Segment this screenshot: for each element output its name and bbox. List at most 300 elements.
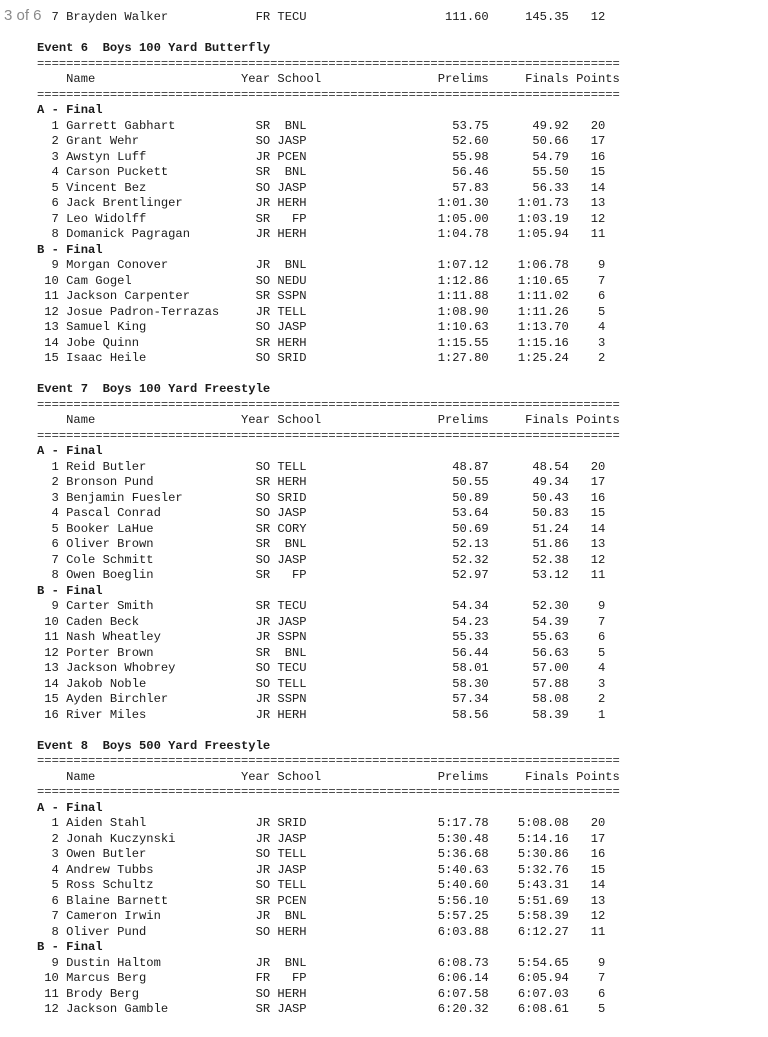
result-row	[37, 212, 620, 228]
place: 7	[51, 211, 59, 226]
finals-time: 6:08.61	[517, 1002, 569, 1016]
swimmer-name: Cole Schmitt	[66, 552, 154, 567]
prelims-time: 53.64	[452, 506, 489, 520]
school: JASP	[277, 506, 307, 520]
place: 3	[51, 490, 59, 505]
place: 2	[51, 475, 59, 489]
prelims-time: 58.01	[452, 661, 489, 675]
place: 10	[44, 273, 59, 288]
place: 13	[44, 661, 59, 675]
prelims-time: 1:15.55	[437, 335, 489, 350]
place: 6	[51, 893, 59, 908]
points: 1	[597, 707, 606, 722]
finals-time: 6:05.94	[517, 971, 569, 985]
year: JR	[255, 630, 271, 644]
prelims-time: 6:03.88	[437, 924, 489, 939]
place: 9	[51, 258, 59, 272]
school: BNL	[284, 537, 307, 551]
swimmer-name: Morgan Conover	[66, 258, 169, 272]
year: SO	[255, 351, 271, 365]
place: 5	[51, 521, 59, 536]
divider-rule: ================================================================================	[37, 754, 620, 768]
school: NEDU	[277, 273, 307, 288]
points: 14	[590, 878, 606, 892]
points: 6	[597, 289, 606, 303]
prelims-time: 50.55	[452, 475, 489, 489]
result-row	[37, 677, 620, 693]
points: 12	[590, 552, 606, 567]
finals-time: 1:13.70	[517, 320, 569, 334]
school: TELL	[277, 676, 307, 691]
prelims-time: 54.23	[452, 614, 489, 629]
school: SRID	[277, 816, 307, 830]
header-year-school: Year School	[240, 413, 322, 427]
year: JR	[255, 149, 271, 164]
prelims-time: 1:05.00	[437, 211, 489, 226]
year: SO	[255, 878, 271, 892]
year: FR	[255, 10, 271, 24]
finals-time: 55.50	[532, 165, 569, 179]
result-row	[37, 987, 620, 1003]
swimmer-name: Oliver Pund	[66, 924, 147, 939]
place: 2	[51, 134, 59, 148]
school: BNL	[284, 118, 307, 133]
finals-time: 48.54	[532, 459, 569, 474]
school: JASP	[277, 320, 307, 334]
year: JR	[255, 955, 271, 970]
finals-time: 57.88	[532, 676, 569, 691]
school: TECU	[277, 10, 307, 24]
points: 15	[590, 506, 606, 520]
year: SR	[255, 568, 271, 582]
result-row	[37, 336, 620, 352]
divider-rule: ================================================================================	[37, 785, 620, 799]
prelims-time: 1:07.12	[437, 258, 489, 272]
points: 11	[590, 924, 606, 939]
divider	[37, 398, 620, 414]
finals-time: 58.08	[532, 692, 569, 706]
result-row	[37, 351, 620, 367]
header-name: Name	[66, 413, 96, 427]
year: SO	[255, 676, 271, 691]
place: 9	[51, 599, 59, 613]
header-finals-points: Finals Points	[525, 413, 620, 427]
header-prelims: Prelims	[437, 413, 489, 427]
finals-time: 1:11.02	[517, 289, 569, 303]
result-row	[37, 863, 620, 879]
prelims-time: 5:40.63	[437, 862, 489, 877]
year: SO	[255, 924, 271, 939]
result-row	[37, 460, 620, 476]
points: 17	[590, 134, 606, 148]
swimmer-name: River Miles	[66, 707, 147, 722]
school: TELL	[277, 847, 307, 861]
result-row	[37, 568, 620, 584]
prelims-time: 52.32	[452, 552, 489, 567]
divider-rule: ================================================================================	[37, 56, 620, 71]
school: HERH	[277, 335, 307, 350]
event-title	[37, 739, 620, 755]
prelims-time: 52.13	[452, 537, 489, 551]
points: 5	[597, 645, 606, 660]
prelims-time: 6:06.14	[437, 971, 489, 985]
swimmer-name: Carson Puckett	[66, 165, 169, 179]
swimmer-name: Pascal Conrad	[66, 506, 161, 520]
section-heading	[37, 801, 620, 817]
result-row	[37, 475, 620, 491]
place: 15	[44, 351, 59, 365]
prelims-time: 50.69	[452, 521, 489, 536]
year: SR	[255, 645, 271, 660]
prelims-time: 57.83	[452, 180, 489, 195]
year: SO	[255, 552, 271, 567]
result-row	[37, 847, 620, 863]
finals-time: 1:11.26	[517, 304, 569, 319]
header-prelims: Prelims	[437, 72, 489, 86]
year: SO	[255, 459, 271, 474]
swimmer-name: Leo Widolff	[66, 211, 147, 226]
prelims-time: 55.98	[452, 149, 489, 164]
points: 12	[590, 211, 606, 226]
swimmer-name: Jackson Whobrey	[66, 661, 176, 675]
finals-time: 57.00	[532, 661, 569, 675]
place: 4	[51, 506, 59, 520]
prelims-time: 6:20.32	[437, 1002, 489, 1016]
swimmer-name: Grant Wehr	[66, 134, 139, 148]
prelims-time: 5:17.78	[437, 816, 489, 830]
points: 11	[590, 568, 606, 582]
divider	[37, 754, 620, 770]
swimmer-name: Booker LaHue	[66, 521, 154, 536]
result-row	[37, 10, 620, 26]
result-row	[37, 832, 620, 848]
year: JR	[255, 614, 271, 629]
prelims-time: 58.56	[452, 707, 489, 722]
finals-time: 5:58.39	[517, 909, 569, 923]
finals-time: 1:03.19	[517, 211, 569, 226]
school: HERH	[277, 196, 307, 210]
result-row	[37, 894, 620, 910]
swimmer-name: Marcus Berg	[66, 971, 147, 985]
school: BNL	[284, 955, 307, 970]
column-header	[37, 770, 620, 786]
place: 7	[51, 909, 59, 923]
school: PCEN	[277, 149, 307, 164]
swimmer-name: Dustin Haltom	[66, 955, 161, 970]
swimmer-name: Ross Schultz	[66, 878, 154, 892]
swimmer-name: Isaac Heile	[66, 351, 147, 365]
prelims-time: 54.34	[452, 599, 489, 613]
year: JR	[255, 258, 271, 272]
year: SO	[255, 661, 271, 675]
school: JASP	[277, 614, 307, 629]
finals-time: 1:06.78	[517, 258, 569, 272]
swimmer-name: Samuel King	[66, 320, 147, 334]
prelims-time: 1:08.90	[437, 304, 489, 319]
school: JASP	[277, 180, 307, 195]
event-title	[37, 41, 620, 57]
school: CORY	[277, 521, 307, 536]
result-row	[37, 956, 620, 972]
points: 4	[597, 320, 606, 334]
place: 7	[51, 552, 59, 567]
points: 2	[597, 692, 606, 706]
prelims-time: 57.34	[452, 692, 489, 706]
points: 9	[597, 955, 606, 970]
school: FP	[291, 211, 307, 226]
section-label: B - Final	[37, 583, 103, 598]
place: 7	[51, 10, 59, 24]
swimmer-name: Bronson Pund	[66, 475, 154, 489]
swimmer-name: Porter Brown	[66, 645, 154, 660]
finals-time: 5:51.69	[517, 893, 569, 908]
swimmer-name: Benjamin Fuesler	[66, 490, 183, 505]
result-row	[37, 320, 620, 336]
school: BNL	[284, 645, 307, 660]
points: 6	[597, 630, 606, 644]
result-row	[37, 1002, 620, 1018]
school: TECU	[277, 661, 307, 675]
place: 11	[44, 986, 59, 1001]
year: SR	[255, 475, 271, 489]
school: SSPN	[277, 630, 307, 644]
prelims-time: 1:12.86	[437, 273, 489, 288]
swimmer-name: Andrew Tubbs	[66, 862, 154, 877]
column-header	[37, 413, 620, 429]
school: TELL	[277, 878, 307, 892]
result-row	[37, 227, 620, 243]
finals-time: 5:32.76	[517, 862, 569, 877]
finals-time: 49.92	[532, 118, 569, 133]
school: JASP	[277, 1002, 307, 1016]
prelims-time: 1:04.78	[437, 227, 489, 241]
points: 7	[597, 971, 606, 985]
result-row	[37, 615, 620, 631]
place: 10	[44, 614, 59, 629]
school: HERH	[277, 475, 307, 489]
swimmer-name: Nash Wheatley	[66, 630, 161, 644]
result-row	[37, 599, 620, 615]
swimmer-name: Owen Butler	[66, 847, 147, 861]
points: 3	[597, 335, 606, 350]
column-header	[37, 72, 620, 88]
year: SR	[255, 118, 271, 133]
school: HERH	[277, 227, 307, 241]
school: PCEN	[277, 893, 307, 908]
points: 3	[597, 676, 606, 691]
school: JASP	[277, 831, 307, 846]
prelims-time: 5:40.60	[437, 878, 489, 892]
year: SO	[255, 847, 271, 861]
place: 14	[44, 676, 59, 691]
place: 8	[51, 924, 59, 939]
prelims-time: 5:56.10	[437, 893, 489, 908]
swimmer-name: Aiden Stahl	[66, 816, 147, 830]
finals-time: 56.63	[532, 645, 569, 660]
result-row	[37, 150, 620, 166]
prelims-time: 55.33	[452, 630, 489, 644]
place: 15	[44, 692, 59, 706]
points: 12	[590, 10, 606, 24]
swimmer-name: Josue Padron-Terrazas	[66, 304, 220, 319]
swimmer-name: Oliver Brown	[66, 537, 154, 551]
result-row	[37, 553, 620, 569]
points: 16	[590, 149, 606, 164]
section-heading	[37, 103, 620, 119]
header-finals-points: Finals Points	[525, 769, 620, 784]
finals-time: 1:01.73	[517, 196, 569, 210]
year: SR	[255, 335, 271, 350]
points: 14	[590, 180, 606, 195]
divider	[37, 88, 620, 104]
result-row	[37, 971, 620, 987]
result-row	[37, 119, 620, 135]
result-row	[37, 289, 620, 305]
divider-rule: ================================================================================	[37, 428, 620, 443]
header-finals-points: Finals Points	[525, 72, 620, 86]
prelims-time: 56.44	[452, 645, 489, 660]
finals-time: 6:07.03	[517, 986, 569, 1001]
year: SO	[255, 180, 271, 195]
year: SR	[255, 211, 271, 226]
year: JR	[255, 304, 271, 319]
school: BNL	[284, 165, 307, 179]
result-row	[37, 646, 620, 662]
divider-rule: ================================================================================	[37, 397, 620, 412]
prelims-time: 56.46	[452, 165, 489, 179]
event-title-text: Event 6 Boys 100 Yard Butterfly	[37, 41, 271, 55]
swimmer-name: Cam Gogel	[66, 273, 132, 288]
swimmer-name: Domanick Pagragan	[66, 227, 190, 241]
finals-time: 145.35	[525, 10, 569, 24]
place: 16	[44, 707, 59, 722]
result-row	[37, 925, 620, 941]
place: 5	[51, 180, 59, 195]
finals-time: 6:12.27	[517, 924, 569, 939]
points: 16	[590, 490, 606, 505]
result-row	[37, 630, 620, 646]
result-row	[37, 661, 620, 677]
place: 12	[44, 1002, 59, 1016]
section-label: A - Final	[37, 800, 103, 815]
finals-time: 1:10.65	[517, 273, 569, 288]
year: JR	[255, 862, 271, 877]
divider	[37, 57, 620, 73]
swimmer-name: Brody Berg	[66, 986, 139, 1001]
points: 5	[597, 1002, 606, 1016]
year: SR	[255, 599, 271, 613]
swimmer-name: Caden Beck	[66, 614, 139, 629]
finals-time: 5:14.16	[517, 831, 569, 846]
place: 6	[51, 196, 59, 210]
points: 14	[590, 521, 606, 536]
year: FR	[255, 971, 271, 985]
points: 9	[597, 599, 606, 613]
school: FP	[291, 568, 307, 582]
points: 11	[590, 227, 606, 241]
event-title-text: Event 7 Boys 100 Yard Freestyle	[37, 382, 271, 396]
swimmer-name: Brayden Walker	[66, 10, 169, 24]
finals-time: 53.12	[532, 568, 569, 582]
points: 17	[590, 475, 606, 489]
result-row	[37, 708, 620, 724]
swimmer-name: Ayden Birchler	[66, 692, 169, 706]
year: SR	[255, 893, 271, 908]
prelims-time: 1:27.80	[437, 351, 489, 365]
points: 15	[590, 862, 606, 877]
year: SR	[255, 289, 271, 303]
school: JASP	[277, 862, 307, 877]
school: JASP	[277, 552, 307, 567]
prelims-time: 48.87	[452, 459, 489, 474]
points: 20	[590, 118, 606, 133]
result-row	[37, 537, 620, 553]
finals-time: 5:08.08	[517, 816, 569, 830]
points: 17	[590, 831, 606, 846]
swimmer-name: Awstyn Luff	[66, 149, 147, 164]
swimmer-name: Carter Smith	[66, 599, 154, 613]
finals-time: 1:15.16	[517, 335, 569, 350]
finals-time: 52.30	[532, 599, 569, 613]
school: TELL	[277, 459, 307, 474]
year: JR	[255, 831, 271, 846]
school: SRID	[277, 351, 307, 365]
result-row	[37, 878, 620, 894]
finals-time: 1:25.24	[517, 351, 569, 365]
finals-time: 50.43	[532, 490, 569, 505]
prelims-time: 1:10.63	[437, 320, 489, 334]
school: SSPN	[277, 692, 307, 706]
points: 20	[590, 816, 606, 830]
year: JR	[255, 909, 271, 923]
section-label: B - Final	[37, 242, 103, 257]
prelims-time: 52.97	[452, 568, 489, 582]
section-heading	[37, 940, 620, 956]
place: 1	[51, 459, 59, 474]
section-heading	[37, 243, 620, 259]
result-row	[37, 258, 620, 274]
divider-rule: ================================================================================	[37, 87, 620, 102]
swimmer-name: Cameron Irwin	[66, 909, 161, 923]
prelims-time: 6:07.58	[437, 986, 489, 1001]
section-label: A - Final	[37, 444, 103, 458]
finals-time: 49.34	[532, 475, 569, 489]
year: SO	[255, 986, 271, 1001]
points: 12	[590, 909, 606, 923]
swimmer-name: Jobe Quinn	[66, 335, 139, 350]
result-row	[37, 506, 620, 522]
points: 7	[597, 614, 606, 629]
points: 6	[597, 986, 606, 1001]
points: 2	[597, 351, 606, 365]
prelims-time: 5:57.25	[437, 909, 489, 923]
finals-time: 50.83	[532, 506, 569, 520]
result-row	[37, 692, 620, 708]
school: BNL	[284, 909, 307, 923]
result-row	[37, 305, 620, 321]
place: 8	[51, 227, 59, 241]
result-row	[37, 165, 620, 181]
finals-time: 54.79	[532, 149, 569, 164]
prelims-time: 5:30.48	[437, 831, 489, 846]
points: 20	[590, 459, 606, 474]
finals-time: 5:43.31	[517, 878, 569, 892]
place: 3	[51, 847, 59, 861]
prelims-time: 1:01.30	[437, 196, 489, 210]
result-row	[37, 522, 620, 538]
header-name: Name	[66, 769, 96, 784]
swimmer-name: Owen Boeglin	[66, 568, 154, 582]
